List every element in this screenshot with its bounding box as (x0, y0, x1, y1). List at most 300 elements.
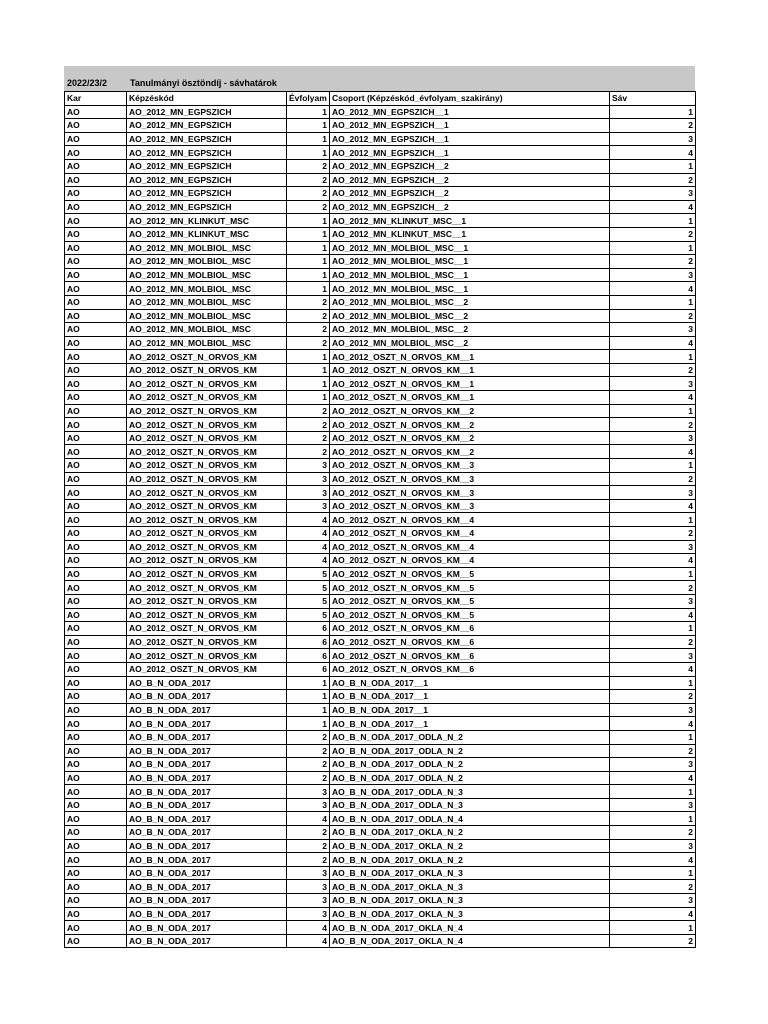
column-header-sav[interactable]: Sáv (610, 92, 696, 106)
cell-evfolyam[interactable]: 6 (287, 622, 330, 636)
cell-sav[interactable]: 2 (610, 418, 696, 432)
cell-evfolyam[interactable]: 1 (287, 363, 330, 377)
cell-evfolyam[interactable]: 4 (287, 934, 330, 948)
cell-sav[interactable]: 1 (610, 295, 696, 309)
cell-evfolyam[interactable]: 3 (287, 880, 330, 894)
cell-kar[interactable]: AO (65, 921, 127, 935)
cell-kar[interactable]: AO (65, 513, 127, 527)
cell-sav[interactable]: 2 (610, 255, 696, 269)
cell-sav[interactable]: 3 (610, 839, 696, 853)
cell-evfolyam[interactable]: 5 (287, 581, 330, 595)
cell-csoport[interactable]: AO_B_N_ODA_2017_ODLA_N_4 (330, 812, 610, 826)
cell-kepzeskod[interactable]: AO_2012_MN_MOLBIOL_MSC (127, 295, 287, 309)
cell-kar[interactable]: AO (65, 880, 127, 894)
cell-sav[interactable]: 4 (610, 282, 696, 296)
cell-kepzeskod[interactable]: AO_2012_MN_MOLBIOL_MSC (127, 268, 287, 282)
cell-evfolyam[interactable]: 5 (287, 594, 330, 608)
cell-kar[interactable]: AO (65, 703, 127, 717)
cell-kepzeskod[interactable]: AO_B_N_ODA_2017 (127, 676, 287, 690)
cell-csoport[interactable]: AO_2012_MN_MOLBIOL_MSC__1 (330, 282, 610, 296)
cell-csoport[interactable]: AO_2012_OSZT_N_ORVOS_KM__3 (330, 499, 610, 513)
cell-kepzeskod[interactable]: AO_2012_OSZT_N_ORVOS_KM (127, 486, 287, 500)
cell-csoport[interactable]: AO_2012_OSZT_N_ORVOS_KM__2 (330, 404, 610, 418)
cell-evfolyam[interactable]: 1 (287, 391, 330, 405)
cell-kar[interactable]: AO (65, 853, 127, 867)
cell-csoport[interactable]: AO_2012_MN_MOLBIOL_MSC__2 (330, 309, 610, 323)
cell-csoport[interactable]: AO_2012_MN_MOLBIOL_MSC__1 (330, 255, 610, 269)
cell-sav[interactable]: 2 (610, 363, 696, 377)
cell-evfolyam[interactable]: 3 (287, 907, 330, 921)
cell-evfolyam[interactable]: 2 (287, 826, 330, 840)
cell-evfolyam[interactable]: 2 (287, 173, 330, 187)
cell-evfolyam[interactable]: 2 (287, 730, 330, 744)
cell-csoport[interactable]: AO_2012_OSZT_N_ORVOS_KM__1 (330, 363, 610, 377)
cell-csoport[interactable]: AO_2012_MN_KLINKUT_MSC__1 (330, 214, 610, 228)
cell-kepzeskod[interactable]: AO_B_N_ODA_2017 (127, 839, 287, 853)
cell-kar[interactable]: AO (65, 527, 127, 541)
cell-kar[interactable]: AO (65, 132, 127, 146)
cell-csoport[interactable]: AO_2012_MN_EGPSZICH__2 (330, 200, 610, 214)
cell-kepzeskod[interactable]: AO_2012_OSZT_N_ORVOS_KM (127, 350, 287, 364)
cell-sav[interactable]: 1 (610, 404, 696, 418)
cell-evfolyam[interactable]: 4 (287, 554, 330, 568)
cell-kar[interactable]: AO (65, 323, 127, 337)
cell-kepzeskod[interactable]: AO_2012_OSZT_N_ORVOS_KM (127, 418, 287, 432)
cell-kar[interactable]: AO (65, 187, 127, 201)
cell-sav[interactable]: 1 (610, 105, 696, 119)
cell-evfolyam[interactable]: 2 (287, 744, 330, 758)
cell-kar[interactable]: AO (65, 499, 127, 513)
cell-sav[interactable]: 1 (610, 214, 696, 228)
cell-kar[interactable]: AO (65, 717, 127, 731)
cell-kar[interactable]: AO (65, 676, 127, 690)
cell-sav[interactable]: 2 (610, 635, 696, 649)
cell-sav[interactable]: 4 (610, 907, 696, 921)
cell-csoport[interactable]: AO_2012_OSZT_N_ORVOS_KM__2 (330, 445, 610, 459)
cell-kar[interactable]: AO (65, 418, 127, 432)
cell-kar[interactable]: AO (65, 771, 127, 785)
cell-kepzeskod[interactable]: AO_2012_MN_KLINKUT_MSC (127, 214, 287, 228)
cell-evfolyam[interactable]: 2 (287, 323, 330, 337)
cell-csoport[interactable]: AO_2012_OSZT_N_ORVOS_KM__6 (330, 635, 610, 649)
cell-csoport[interactable]: AO_2012_OSZT_N_ORVOS_KM__2 (330, 418, 610, 432)
cell-kar[interactable]: AO (65, 567, 127, 581)
cell-kar[interactable]: AO (65, 649, 127, 663)
column-header-kar[interactable]: Kar (65, 92, 127, 106)
cell-csoport[interactable]: AO_B_N_ODA_2017_OKLA_N_3 (330, 894, 610, 908)
cell-evfolyam[interactable]: 1 (287, 690, 330, 704)
cell-kepzeskod[interactable]: AO_2012_MN_MOLBIOL_MSC (127, 282, 287, 296)
cell-evfolyam[interactable]: 6 (287, 649, 330, 663)
cell-evfolyam[interactable]: 1 (287, 377, 330, 391)
cell-csoport[interactable]: AO_B_N_ODA_2017_ODLA_N_2 (330, 744, 610, 758)
cell-kar[interactable]: AO (65, 119, 127, 133)
cell-sav[interactable]: 2 (610, 581, 696, 595)
cell-kar[interactable]: AO (65, 404, 127, 418)
cell-kepzeskod[interactable]: AO_B_N_ODA_2017 (127, 744, 287, 758)
cell-evfolyam[interactable]: 2 (287, 758, 330, 772)
cell-evfolyam[interactable]: 1 (287, 105, 330, 119)
cell-sav[interactable]: 3 (610, 268, 696, 282)
cell-csoport[interactable]: AO_B_N_ODA_2017_OKLA_N_3 (330, 907, 610, 921)
cell-csoport[interactable]: AO_2012_MN_EGPSZICH__1 (330, 105, 610, 119)
cell-csoport[interactable]: AO_2012_OSZT_N_ORVOS_KM__1 (330, 391, 610, 405)
cell-evfolyam[interactable]: 3 (287, 785, 330, 799)
cell-evfolyam[interactable]: 1 (287, 282, 330, 296)
cell-csoport[interactable]: AO_2012_MN_MOLBIOL_MSC__1 (330, 241, 610, 255)
cell-sav[interactable]: 1 (610, 159, 696, 173)
cell-kepzeskod[interactable]: AO_2012_OSZT_N_ORVOS_KM (127, 391, 287, 405)
cell-evfolyam[interactable]: 1 (287, 255, 330, 269)
cell-kepzeskod[interactable]: AO_B_N_ODA_2017 (127, 921, 287, 935)
cell-evfolyam[interactable]: 3 (287, 486, 330, 500)
cell-kar[interactable]: AO (65, 866, 127, 880)
cell-csoport[interactable]: AO_B_N_ODA_2017_OKLA_N_2 (330, 853, 610, 867)
cell-kar[interactable]: AO (65, 472, 127, 486)
cell-csoport[interactable]: AO_B_N_ODA_2017__1 (330, 690, 610, 704)
cell-evfolyam[interactable]: 2 (287, 159, 330, 173)
cell-evfolyam[interactable]: 6 (287, 635, 330, 649)
cell-kar[interactable]: AO (65, 431, 127, 445)
cell-kepzeskod[interactable]: AO_B_N_ODA_2017 (127, 907, 287, 921)
cell-evfolyam[interactable]: 2 (287, 445, 330, 459)
cell-kepzeskod[interactable]: AO_2012_OSZT_N_ORVOS_KM (127, 567, 287, 581)
cell-kepzeskod[interactable]: AO_2012_MN_EGPSZICH (127, 187, 287, 201)
cell-kepzeskod[interactable]: AO_B_N_ODA_2017 (127, 894, 287, 908)
cell-kepzeskod[interactable]: AO_2012_OSZT_N_ORVOS_KM (127, 513, 287, 527)
cell-sav[interactable]: 2 (610, 934, 696, 948)
cell-csoport[interactable]: AO_2012_OSZT_N_ORVOS_KM__2 (330, 431, 610, 445)
cell-kepzeskod[interactable]: AO_2012_MN_MOLBIOL_MSC (127, 309, 287, 323)
cell-sav[interactable]: 3 (610, 649, 696, 663)
cell-sav[interactable]: 2 (610, 309, 696, 323)
cell-sav[interactable]: 4 (610, 662, 696, 676)
cell-csoport[interactable]: AO_B_N_ODA_2017_OKLA_N_3 (330, 880, 610, 894)
cell-kar[interactable]: AO (65, 934, 127, 948)
cell-kepzeskod[interactable]: AO_2012_MN_EGPSZICH (127, 119, 287, 133)
cell-evfolyam[interactable]: 3 (287, 499, 330, 513)
cell-kepzeskod[interactable]: AO_2012_OSZT_N_ORVOS_KM (127, 662, 287, 676)
cell-sav[interactable]: 2 (610, 744, 696, 758)
cell-kepzeskod[interactable]: AO_2012_OSZT_N_ORVOS_KM (127, 540, 287, 554)
cell-csoport[interactable]: AO_B_N_ODA_2017_OKLA_N_3 (330, 866, 610, 880)
cell-kepzeskod[interactable]: AO_2012_OSZT_N_ORVOS_KM (127, 594, 287, 608)
cell-kar[interactable]: AO (65, 282, 127, 296)
cell-kepzeskod[interactable]: AO_B_N_ODA_2017 (127, 785, 287, 799)
cell-kepzeskod[interactable]: AO_B_N_ODA_2017 (127, 826, 287, 840)
cell-evfolyam[interactable]: 2 (287, 295, 330, 309)
cell-evfolyam[interactable]: 2 (287, 200, 330, 214)
cell-kepzeskod[interactable]: AO_2012_OSZT_N_ORVOS_KM (127, 445, 287, 459)
cell-csoport[interactable]: AO_2012_OSZT_N_ORVOS_KM__4 (330, 554, 610, 568)
cell-kepzeskod[interactable]: AO_B_N_ODA_2017 (127, 798, 287, 812)
cell-kar[interactable]: AO (65, 295, 127, 309)
cell-kepzeskod[interactable]: AO_B_N_ODA_2017 (127, 812, 287, 826)
cell-evfolyam[interactable]: 1 (287, 703, 330, 717)
cell-evfolyam[interactable]: 5 (287, 608, 330, 622)
cell-sav[interactable]: 3 (610, 798, 696, 812)
cell-csoport[interactable]: AO_2012_OSZT_N_ORVOS_KM__4 (330, 540, 610, 554)
cell-kar[interactable]: AO (65, 159, 127, 173)
cell-evfolyam[interactable]: 5 (287, 567, 330, 581)
cell-kar[interactable]: AO (65, 608, 127, 622)
cell-kepzeskod[interactable]: AO_B_N_ODA_2017 (127, 866, 287, 880)
cell-kar[interactable]: AO (65, 540, 127, 554)
cell-csoport[interactable]: AO_2012_MN_EGPSZICH__1 (330, 119, 610, 133)
cell-sav[interactable]: 3 (610, 187, 696, 201)
cell-kepzeskod[interactable]: AO_2012_MN_EGPSZICH (127, 105, 287, 119)
cell-evfolyam[interactable]: 2 (287, 431, 330, 445)
cell-evfolyam[interactable]: 1 (287, 146, 330, 160)
cell-kar[interactable]: AO (65, 554, 127, 568)
cell-csoport[interactable]: AO_2012_OSZT_N_ORVOS_KM__4 (330, 513, 610, 527)
cell-kar[interactable]: AO (65, 826, 127, 840)
cell-kepzeskod[interactable]: AO_2012_OSZT_N_ORVOS_KM (127, 431, 287, 445)
cell-evfolyam[interactable]: 2 (287, 853, 330, 867)
column-header-kepzeskod[interactable]: Képzéskód (127, 92, 287, 106)
cell-kepzeskod[interactable]: AO_2012_OSZT_N_ORVOS_KM (127, 622, 287, 636)
cell-kepzeskod[interactable]: AO_2012_OSZT_N_ORVOS_KM (127, 554, 287, 568)
cell-kar[interactable]: AO (65, 690, 127, 704)
cell-kepzeskod[interactable]: AO_2012_MN_MOLBIOL_MSC (127, 336, 287, 350)
cell-csoport[interactable]: AO_2012_OSZT_N_ORVOS_KM__6 (330, 649, 610, 663)
cell-kepzeskod[interactable]: AO_2012_OSZT_N_ORVOS_KM (127, 363, 287, 377)
cell-kepzeskod[interactable]: AO_2012_OSZT_N_ORVOS_KM (127, 527, 287, 541)
cell-sav[interactable]: 4 (610, 391, 696, 405)
cell-csoport[interactable]: AO_2012_MN_MOLBIOL_MSC__2 (330, 295, 610, 309)
cell-csoport[interactable]: AO_2012_MN_EGPSZICH__2 (330, 159, 610, 173)
cell-kar[interactable]: AO (65, 839, 127, 853)
cell-sav[interactable]: 1 (610, 921, 696, 935)
cell-csoport[interactable]: AO_2012_OSZT_N_ORVOS_KM__1 (330, 377, 610, 391)
cell-evfolyam[interactable]: 3 (287, 459, 330, 473)
cell-kepzeskod[interactable]: AO_B_N_ODA_2017 (127, 853, 287, 867)
cell-kar[interactable]: AO (65, 662, 127, 676)
cell-kepzeskod[interactable]: AO_B_N_ODA_2017 (127, 934, 287, 948)
cell-evfolyam[interactable]: 1 (287, 350, 330, 364)
cell-kar[interactable]: AO (65, 907, 127, 921)
cell-kar[interactable]: AO (65, 730, 127, 744)
cell-csoport[interactable]: AO_2012_OSZT_N_ORVOS_KM__1 (330, 350, 610, 364)
cell-csoport[interactable]: AO_2012_OSZT_N_ORVOS_KM__4 (330, 527, 610, 541)
cell-kar[interactable]: AO (65, 798, 127, 812)
cell-csoport[interactable]: AO_B_N_ODA_2017__1 (330, 703, 610, 717)
cell-evfolyam[interactable]: 1 (287, 119, 330, 133)
cell-evfolyam[interactable]: 3 (287, 866, 330, 880)
cell-sav[interactable]: 3 (610, 323, 696, 337)
cell-kar[interactable]: AO (65, 594, 127, 608)
cell-evfolyam[interactable]: 2 (287, 404, 330, 418)
cell-kepzeskod[interactable]: AO_B_N_ODA_2017 (127, 771, 287, 785)
cell-sav[interactable]: 3 (610, 758, 696, 772)
cell-csoport[interactable]: AO_B_N_ODA_2017__1 (330, 676, 610, 690)
cell-kepzeskod[interactable]: AO_2012_MN_EGPSZICH (127, 200, 287, 214)
cell-sav[interactable]: 1 (610, 459, 696, 473)
cell-kar[interactable]: AO (65, 459, 127, 473)
cell-csoport[interactable]: AO_2012_OSZT_N_ORVOS_KM__6 (330, 662, 610, 676)
cell-kar[interactable]: AO (65, 173, 127, 187)
cell-kepzeskod[interactable]: AO_B_N_ODA_2017 (127, 690, 287, 704)
cell-kepzeskod[interactable]: AO_2012_OSZT_N_ORVOS_KM (127, 581, 287, 595)
cell-kepzeskod[interactable]: AO_2012_OSZT_N_ORVOS_KM (127, 459, 287, 473)
cell-evfolyam[interactable]: 3 (287, 798, 330, 812)
cell-kepzeskod[interactable]: AO_2012_OSZT_N_ORVOS_KM (127, 377, 287, 391)
cell-sav[interactable]: 1 (610, 622, 696, 636)
cell-evfolyam[interactable]: 4 (287, 812, 330, 826)
cell-kepzeskod[interactable]: AO_2012_MN_KLINKUT_MSC (127, 227, 287, 241)
cell-kepzeskod[interactable]: AO_2012_MN_MOLBIOL_MSC (127, 323, 287, 337)
cell-csoport[interactable]: AO_2012_OSZT_N_ORVOS_KM__5 (330, 608, 610, 622)
cell-evfolyam[interactable]: 2 (287, 336, 330, 350)
cell-evfolyam[interactable]: 2 (287, 418, 330, 432)
cell-csoport[interactable]: AO_2012_MN_MOLBIOL_MSC__2 (330, 323, 610, 337)
cell-kar[interactable]: AO (65, 227, 127, 241)
cell-kepzeskod[interactable]: AO_2012_OSZT_N_ORVOS_KM (127, 649, 287, 663)
cell-kar[interactable]: AO (65, 445, 127, 459)
cell-sav[interactable]: 2 (610, 119, 696, 133)
cell-evfolyam[interactable]: 6 (287, 662, 330, 676)
cell-csoport[interactable]: AO_2012_MN_KLINKUT_MSC__1 (330, 227, 610, 241)
cell-sav[interactable]: 4 (610, 146, 696, 160)
cell-evfolyam[interactable]: 1 (287, 214, 330, 228)
cell-evfolyam[interactable]: 2 (287, 309, 330, 323)
cell-csoport[interactable]: AO_2012_OSZT_N_ORVOS_KM__3 (330, 486, 610, 500)
cell-kepzeskod[interactable]: AO_2012_OSZT_N_ORVOS_KM (127, 404, 287, 418)
cell-csoport[interactable]: AO_B_N_ODA_2017_ODLA_N_3 (330, 785, 610, 799)
cell-csoport[interactable]: AO_2012_OSZT_N_ORVOS_KM__3 (330, 459, 610, 473)
cell-kar[interactable]: AO (65, 581, 127, 595)
cell-evfolyam[interactable]: 1 (287, 717, 330, 731)
cell-kar[interactable]: AO (65, 214, 127, 228)
column-header-evfolyam[interactable]: Évfolyam (287, 92, 330, 106)
cell-sav[interactable]: 2 (610, 173, 696, 187)
column-header-csoport[interactable]: Csoport (Képzéskód_évfolyam_szakirány) (330, 92, 610, 106)
cell-evfolyam[interactable]: 4 (287, 921, 330, 935)
cell-kar[interactable]: AO (65, 241, 127, 255)
cell-sav[interactable]: 1 (610, 567, 696, 581)
cell-kar[interactable]: AO (65, 146, 127, 160)
cell-kar[interactable]: AO (65, 309, 127, 323)
cell-kar[interactable]: AO (65, 268, 127, 282)
cell-kar[interactable]: AO (65, 336, 127, 350)
cell-kar[interactable]: AO (65, 744, 127, 758)
cell-kar[interactable]: AO (65, 377, 127, 391)
cell-sav[interactable]: 3 (610, 894, 696, 908)
cell-csoport[interactable]: AO_B_N_ODA_2017_OKLA_N_2 (330, 839, 610, 853)
cell-sav[interactable]: 2 (610, 527, 696, 541)
cell-sav[interactable]: 3 (610, 540, 696, 554)
cell-sav[interactable]: 3 (610, 377, 696, 391)
cell-csoport[interactable]: AO_2012_MN_MOLBIOL_MSC__2 (330, 336, 610, 350)
cell-sav[interactable]: 3 (610, 431, 696, 445)
cell-kepzeskod[interactable]: AO_B_N_ODA_2017 (127, 880, 287, 894)
cell-sav[interactable]: 1 (610, 785, 696, 799)
cell-evfolyam[interactable]: 1 (287, 132, 330, 146)
cell-kar[interactable]: AO (65, 635, 127, 649)
cell-kepzeskod[interactable]: AO_2012_MN_EGPSZICH (127, 146, 287, 160)
cell-sav[interactable]: 3 (610, 594, 696, 608)
cell-csoport[interactable]: AO_2012_MN_MOLBIOL_MSC__1 (330, 268, 610, 282)
cell-evfolyam[interactable]: 1 (287, 227, 330, 241)
cell-kepzeskod[interactable]: AO_B_N_ODA_2017 (127, 717, 287, 731)
cell-sav[interactable]: 4 (610, 499, 696, 513)
cell-kar[interactable]: AO (65, 812, 127, 826)
cell-csoport[interactable]: AO_B_N_ODA_2017_OKLA_N_4 (330, 934, 610, 948)
cell-sav[interactable]: 1 (610, 241, 696, 255)
cell-kepzeskod[interactable]: AO_2012_OSZT_N_ORVOS_KM (127, 499, 287, 513)
cell-evfolyam[interactable]: 2 (287, 771, 330, 785)
cell-kepzeskod[interactable]: AO_B_N_ODA_2017 (127, 730, 287, 744)
cell-sav[interactable]: 4 (610, 608, 696, 622)
cell-kepzeskod[interactable]: AO_B_N_ODA_2017 (127, 703, 287, 717)
cell-csoport[interactable]: AO_B_N_ODA_2017__1 (330, 717, 610, 731)
cell-sav[interactable]: 4 (610, 853, 696, 867)
cell-kar[interactable]: AO (65, 894, 127, 908)
cell-csoport[interactable]: AO_B_N_ODA_2017_ODLA_N_2 (330, 730, 610, 744)
cell-csoport[interactable]: AO_2012_OSZT_N_ORVOS_KM__5 (330, 594, 610, 608)
cell-sav[interactable]: 4 (610, 445, 696, 459)
cell-sav[interactable]: 1 (610, 866, 696, 880)
cell-sav[interactable]: 1 (610, 513, 696, 527)
cell-kepzeskod[interactable]: AO_2012_OSZT_N_ORVOS_KM (127, 608, 287, 622)
cell-kepzeskod[interactable]: AO_2012_OSZT_N_ORVOS_KM (127, 635, 287, 649)
cell-kar[interactable]: AO (65, 391, 127, 405)
cell-csoport[interactable]: AO_B_N_ODA_2017_ODLA_N_3 (330, 798, 610, 812)
cell-csoport[interactable]: AO_2012_MN_EGPSZICH__2 (330, 173, 610, 187)
cell-evfolyam[interactable]: 4 (287, 513, 330, 527)
cell-evfolyam[interactable]: 2 (287, 187, 330, 201)
cell-evfolyam[interactable]: 1 (287, 268, 330, 282)
cell-kar[interactable]: AO (65, 105, 127, 119)
cell-sav[interactable]: 2 (610, 227, 696, 241)
cell-csoport[interactable]: AO_2012_OSZT_N_ORVOS_KM__5 (330, 581, 610, 595)
cell-evfolyam[interactable]: 2 (287, 839, 330, 853)
cell-kepzeskod[interactable]: AO_2012_OSZT_N_ORVOS_KM (127, 472, 287, 486)
cell-kepzeskod[interactable]: AO_2012_MN_MOLBIOL_MSC (127, 255, 287, 269)
cell-csoport[interactable]: AO_2012_OSZT_N_ORVOS_KM__6 (330, 622, 610, 636)
cell-sav[interactable]: 2 (610, 472, 696, 486)
cell-kar[interactable]: AO (65, 350, 127, 364)
cell-kar[interactable]: AO (65, 200, 127, 214)
cell-kar[interactable]: AO (65, 622, 127, 636)
cell-kepzeskod[interactable]: AO_2012_MN_EGPSZICH (127, 173, 287, 187)
cell-csoport[interactable]: AO_2012_MN_EGPSZICH__2 (330, 187, 610, 201)
cell-sav[interactable]: 1 (610, 730, 696, 744)
cell-csoport[interactable]: AO_B_N_ODA_2017_ODLA_N_2 (330, 771, 610, 785)
cell-sav[interactable]: 4 (610, 336, 696, 350)
cell-sav[interactable]: 3 (610, 486, 696, 500)
cell-evfolyam[interactable]: 4 (287, 540, 330, 554)
cell-kepzeskod[interactable]: AO_B_N_ODA_2017 (127, 758, 287, 772)
cell-sav[interactable]: 4 (610, 717, 696, 731)
cell-sav[interactable]: 1 (610, 812, 696, 826)
cell-sav[interactable]: 2 (610, 690, 696, 704)
cell-csoport[interactable]: AO_B_N_ODA_2017_OKLA_N_4 (330, 921, 610, 935)
cell-csoport[interactable]: AO_2012_MN_EGPSZICH__1 (330, 132, 610, 146)
cell-sav[interactable]: 1 (610, 350, 696, 364)
cell-sav[interactable]: 4 (610, 554, 696, 568)
cell-sav[interactable]: 4 (610, 200, 696, 214)
cell-kar[interactable]: AO (65, 486, 127, 500)
cell-evfolyam[interactable]: 1 (287, 241, 330, 255)
cell-sav[interactable]: 2 (610, 826, 696, 840)
cell-kar[interactable]: AO (65, 255, 127, 269)
cell-csoport[interactable]: AO_2012_MN_EGPSZICH__1 (330, 146, 610, 160)
cell-evfolyam[interactable]: 4 (287, 527, 330, 541)
cell-csoport[interactable]: AO_2012_OSZT_N_ORVOS_KM__5 (330, 567, 610, 581)
cell-evfolyam[interactable]: 3 (287, 894, 330, 908)
cell-csoport[interactable]: AO_B_N_ODA_2017_ODLA_N_2 (330, 758, 610, 772)
